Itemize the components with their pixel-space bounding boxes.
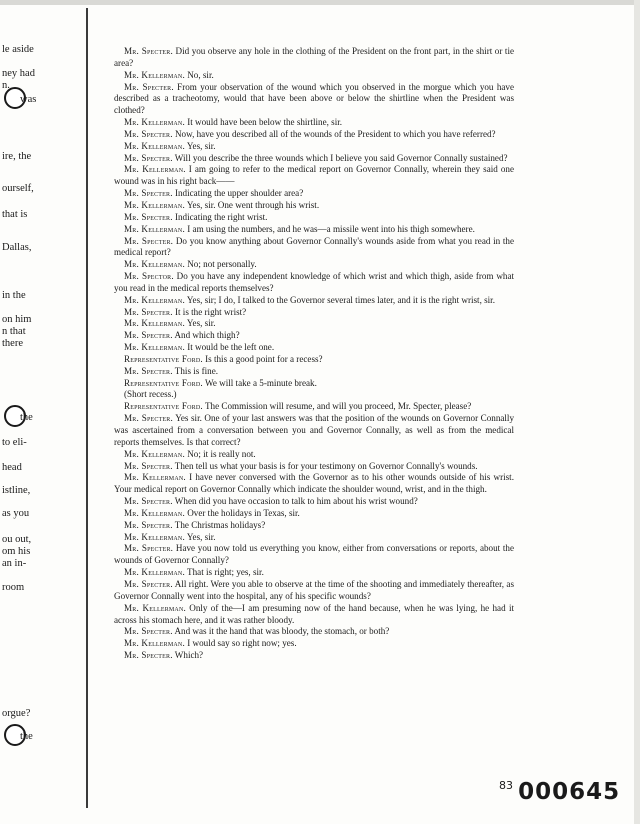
testimony-paragraph — [114, 366, 514, 378]
margin-fragment: that is — [2, 209, 28, 220]
testimony-paragraph — [114, 342, 514, 354]
speech-text: Do you know anything about Governor Connally's wounds aside from what you read in the medical report? — [114, 235, 515, 258]
speaker-name: Mr. Kellerman. — [124, 259, 185, 270]
margin-fragment: the — [20, 412, 33, 423]
speech-text: It is the right wrist? — [172, 306, 247, 317]
margin-fragment: to eli- — [2, 437, 27, 448]
testimony-paragraph — [114, 46, 514, 70]
testimony-paragraph — [114, 496, 514, 508]
speaker-name: Mr. Kellerman. — [124, 448, 185, 459]
testimony-paragraph — [114, 354, 514, 366]
speech-text: It would be the left one. — [184, 342, 275, 353]
speech-text: (Short recess.) — [124, 389, 177, 400]
testimony-paragraph — [114, 212, 514, 224]
speech-text: Is this a good point for a recess? — [202, 353, 323, 364]
speech-text: Will you describe the three wounds which I believe you said Governor Connally sustained? — [172, 152, 508, 163]
speaker-name: Mr. Specter. — [124, 626, 173, 637]
testimony-paragraph — [114, 318, 514, 330]
margin-fragment: ourself, — [2, 183, 34, 194]
speech-text: No; it is really not. — [184, 448, 256, 459]
testimony-paragraph — [114, 129, 514, 141]
speech-text: It would have been below the shirtline, sir. — [184, 117, 343, 128]
margin-fragment: istline, — [2, 485, 31, 496]
speaker-name: Mr. Kellerman. — [124, 602, 186, 613]
testimony-paragraph — [114, 472, 514, 496]
scan-edge-top — [0, 0, 640, 5]
speaker-name: Mr. Specter. — [124, 365, 173, 376]
speaker-name: Mr. Specter. — [124, 330, 173, 341]
speech-text: When did you have occasion to talk to him about his wrist wound? — [172, 496, 418, 507]
margin-fragment: ou out, — [2, 534, 32, 545]
speech-text: I am going to refer to the medical report on Governor Connally, wherein they said one wound was in his right back—— — [114, 164, 514, 187]
testimony-paragraph — [114, 188, 514, 200]
speaker-name: Mr. Kellerman. — [124, 199, 185, 210]
testimony-paragraph — [114, 638, 514, 650]
margin-fragment: in the — [2, 290, 26, 301]
speaker-name: Mr. Specter. — [124, 306, 173, 317]
margin-fragment: om his — [2, 546, 31, 557]
testimony-paragraph — [114, 164, 514, 188]
testimony-paragraph — [114, 259, 514, 271]
speaker-name: Mr. Kellerman. — [124, 294, 185, 305]
speech-text: Indicating the upper shoulder area? — [172, 188, 304, 199]
speaker-name: Mr. Kellerman. — [124, 638, 185, 649]
speech-text: That is right; yes, sir. — [184, 567, 264, 578]
speech-text: Have you now told us everything you know, either from conversations or reports, about the wounds of Governor Connally? — [114, 543, 514, 566]
testimony-paragraph — [114, 603, 514, 627]
testimony-paragraph — [114, 378, 514, 390]
speech-text: I would say so right now; yes. — [184, 638, 297, 649]
speech-text: Yes, sir. — [184, 140, 216, 151]
testimony-paragraph — [114, 626, 514, 638]
speech-text: Which? — [172, 650, 204, 661]
speaker-name: Mr. Kellerman. — [124, 117, 185, 128]
speech-text: All right. Were you able to observe at the time of the shooting and immediately thereafter, as Governor Connally went into the hospital, any of his specific wounds? — [114, 578, 514, 601]
speaker-name: Mr. Specter. — [124, 413, 173, 424]
speech-text: Only of the—I am presuming now of the hand because, when he was lying, he had it across his stomach here, and it was rather bloody. — [114, 602, 514, 625]
speech-text: Did you observe any hole in the clothing of the President on the front part, in the shirt or tie area? — [114, 46, 515, 68]
page-footer — [499, 779, 620, 805]
speaker-name: Mr. Kellerman. — [124, 567, 185, 578]
speaker-name: Mr. Specter. — [124, 650, 173, 661]
speaker-name: Mr. Specter. — [124, 188, 173, 199]
speaker-name: Mr. Specter. — [124, 519, 173, 530]
testimony-paragraph — [114, 413, 514, 449]
testimony-paragraph — [114, 70, 514, 82]
speaker-name: Mr. Kellerman. — [124, 318, 185, 329]
margin-fragment: there — [2, 338, 23, 349]
speech-text: Yes, sir. — [184, 531, 216, 542]
speaker-name: Representative Ford. — [124, 401, 203, 412]
testimony-paragraph — [114, 295, 514, 307]
speaker-name: Mr. Kellerman. — [124, 472, 186, 483]
testimony-paragraph — [114, 579, 514, 603]
speaker-name: Mr. Kellerman. — [124, 531, 185, 542]
testimony-paragraph — [114, 307, 514, 319]
testimony-paragraph — [114, 567, 514, 579]
speech-text: The Commission will resume, and will you proceed, Mr. Specter, please? — [202, 401, 472, 412]
speaker-name: Representative Ford. — [124, 377, 203, 388]
speech-text: Then tell us what your basis is for your testimony on Governor Connally's wounds. — [172, 460, 478, 471]
margin-fragment: the — [20, 731, 33, 742]
speaker-name: Mr. Specter. — [124, 496, 173, 507]
speaker-name: Mr. Kellerman. — [124, 507, 185, 518]
testimony-paragraph — [114, 271, 514, 295]
margin-fragment: head — [2, 462, 22, 473]
scan-edge-right — [634, 0, 640, 824]
margin-fragment: room — [2, 582, 25, 593]
speech-text: Yes, sir; I do, I talked to the Governor several times later, and it is the right wrist, sir. — [184, 294, 495, 305]
speaker-name: Mr. Kellerman. — [124, 164, 186, 175]
speaker-name: Mr. Specter. — [124, 211, 173, 222]
facing-page-fragment — [0, 0, 86, 824]
speech-text: The Christmas holidays? — [172, 519, 266, 530]
margin-fragment: as you — [2, 508, 30, 519]
testimony-paragraph — [114, 330, 514, 342]
speaker-name: Mr. Specter. — [124, 460, 173, 471]
testimony-paragraph — [114, 153, 514, 165]
speech-text: We will take a 5-minute break. — [202, 377, 317, 388]
speech-text: No, sir. — [184, 69, 214, 80]
speech-text: And was it the hand that was bloody, the stomach, or both? — [172, 626, 390, 637]
testimony-paragraph — [114, 650, 514, 662]
speaker-name: Mr. Specter. — [124, 152, 173, 163]
speech-text: Now, have you described all of the wounds of the President to which you have referred? — [172, 128, 496, 139]
speaker-name: Mr. Kellerman. — [124, 223, 185, 234]
testimony-paragraph — [114, 543, 514, 567]
speech-text: This is fine. — [172, 365, 219, 376]
speaker-name: Representative Ford. — [124, 353, 203, 364]
speaker-name: Mr. Specter. — [124, 543, 174, 554]
testimony-text — [114, 46, 514, 662]
speech-text: I have never conversed with the Governor as to his other wounds outside of his wrist. Your medical report on Governor Connally which indicate the shoulder wound, wrist, and in the thigh. — [114, 472, 514, 495]
margin-fragment: on him — [2, 314, 32, 325]
speech-text: From your observation of the wound which you observed in the morgue which you have described as a tracheotomy, would that have been above or below the shirtline when the President was clothed? — [114, 81, 514, 116]
margin-fragment: an in- — [2, 558, 27, 569]
testimony-paragraph — [114, 389, 514, 401]
margin-fragment: Dallas, — [2, 242, 32, 253]
speaker-name: Mr. Spector. — [124, 271, 174, 282]
margin-fragment: ney had — [2, 68, 35, 79]
margin-fragment: le aside — [2, 44, 34, 55]
speech-text: And which thigh? — [172, 330, 240, 341]
speaker-name: Mr. Kellerman. — [124, 342, 185, 353]
testimony-paragraph — [114, 117, 514, 129]
testimony-paragraph — [114, 532, 514, 544]
testimony-paragraph — [114, 236, 514, 260]
speaker-name: Mr. Kellerman. — [124, 69, 185, 80]
margin-fragment: was — [20, 94, 37, 105]
margin-fragment: ire, the — [2, 151, 32, 162]
testimony-paragraph — [114, 200, 514, 212]
speaker-name: Mr. Specter. — [124, 128, 173, 139]
margin-fragment: n. — [2, 80, 10, 91]
speech-text: Yes, sir. One went through his wrist. — [184, 199, 320, 210]
document-number: 000645 — [518, 779, 621, 805]
speaker-name: Mr. Specter. — [124, 81, 174, 92]
speech-text: Yes sir. One of your last answers was that the position of the wounds on Governor Connally was ascertained from a conversation between you and Governor Connally, as well as from the medical reports themselves. Is that correct? — [114, 413, 515, 447]
testimony-paragraph — [114, 461, 514, 473]
binding-gutter-line — [86, 8, 88, 808]
testimony-paragraph — [114, 520, 514, 532]
speech-text: Do you have any independent knowledge of which wrist and which thigh, aside from what you read in the medical reports themselves? — [114, 271, 515, 293]
testimony-paragraph — [114, 224, 514, 236]
testimony-paragraph — [114, 141, 514, 153]
margin-fragment: orgue? — [2, 708, 31, 719]
testimony-paragraph — [114, 401, 514, 413]
page-number: 83 — [499, 779, 513, 792]
testimony-paragraph — [114, 449, 514, 461]
speech-text: I am using the numbers, and he was—a missile went into his thigh somewhere. — [184, 223, 475, 234]
speech-text: Indicating the right wrist. — [172, 211, 268, 222]
speech-text: Over the holidays in Texas, sir. — [184, 507, 300, 518]
speech-text: Yes, sir. — [184, 318, 216, 329]
speech-text: No; not personally. — [184, 259, 257, 270]
speaker-name: Mr. Specter. — [124, 235, 174, 246]
speaker-name: Mr. Specter. — [124, 46, 173, 56]
testimony-paragraph — [114, 82, 514, 118]
margin-fragment: n that — [2, 326, 26, 337]
testimony-paragraph — [114, 508, 514, 520]
speaker-name: Mr. Kellerman. — [124, 140, 185, 151]
speaker-name: Mr. Specter. — [124, 578, 173, 589]
